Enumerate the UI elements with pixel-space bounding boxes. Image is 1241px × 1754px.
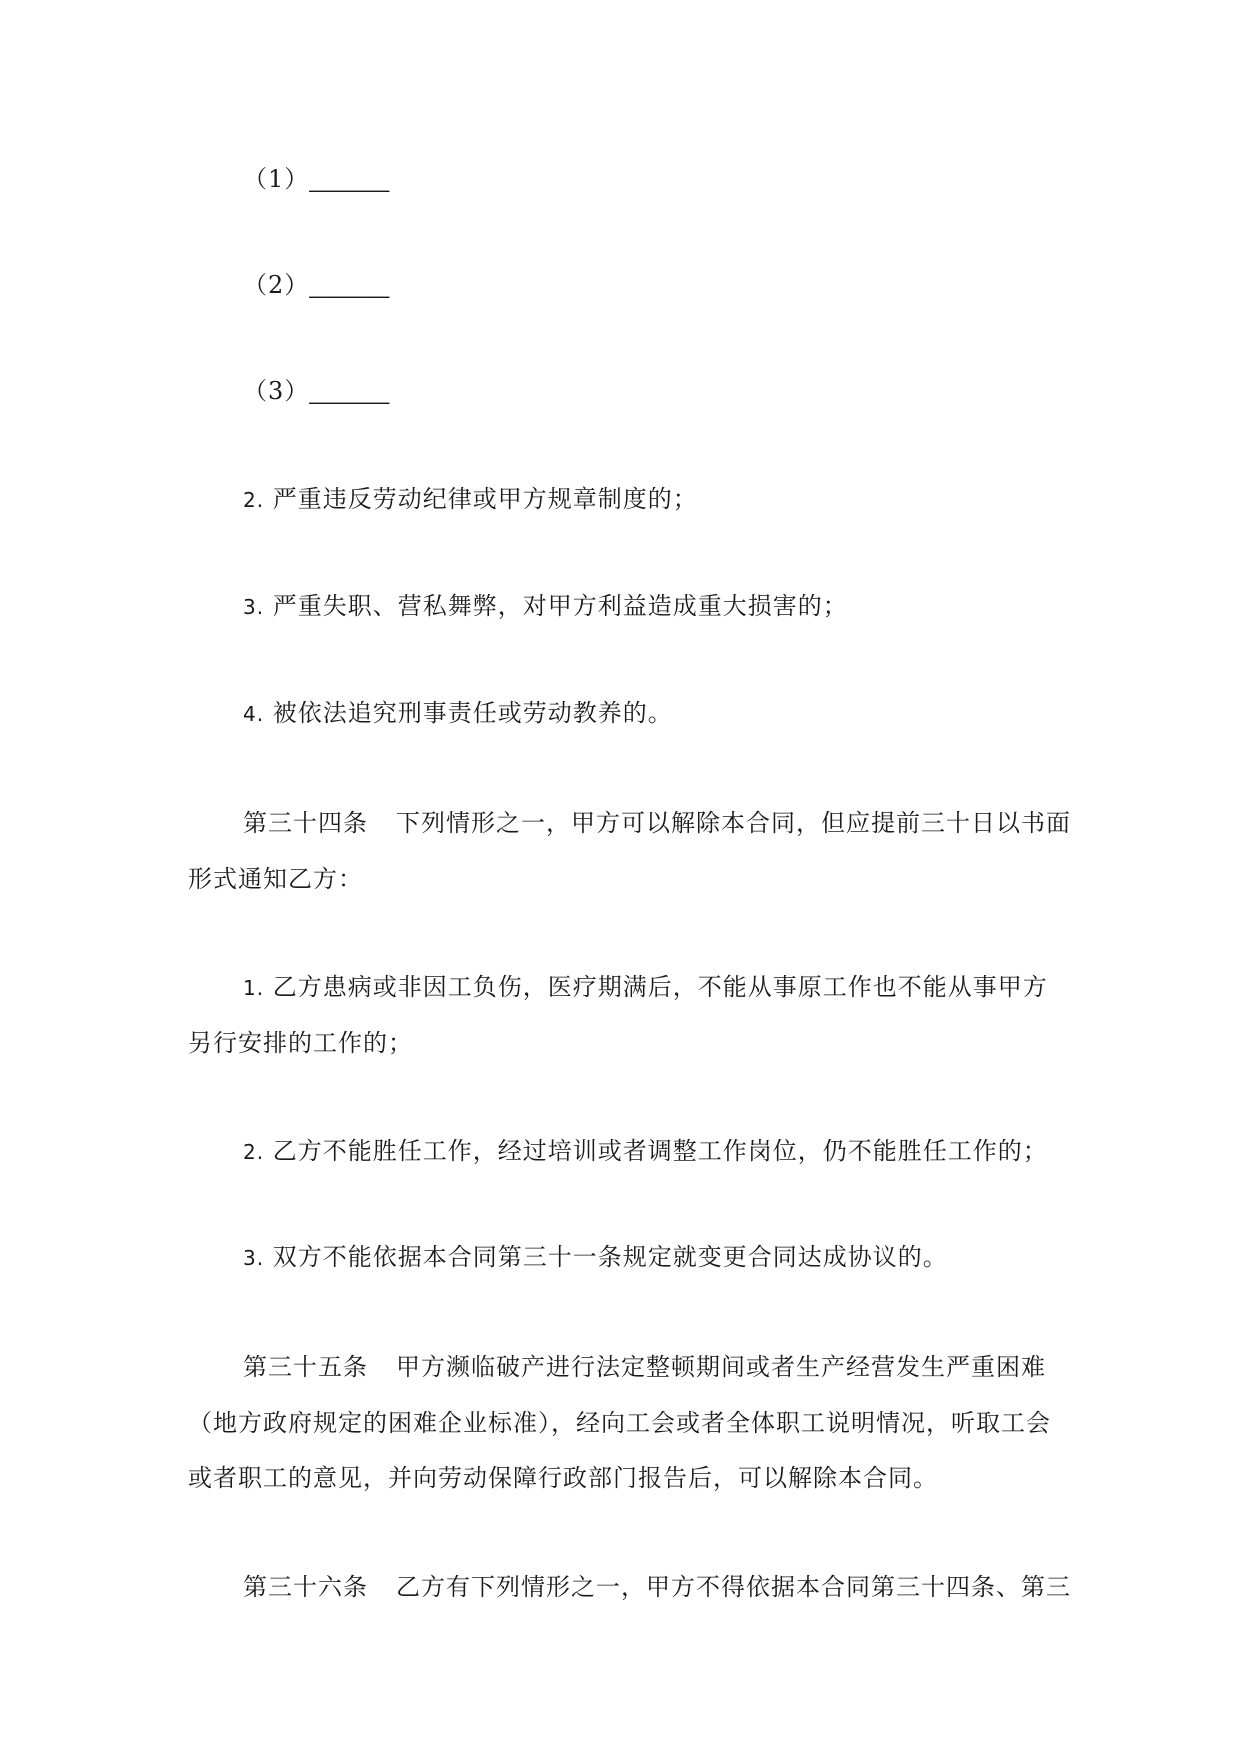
article-text: （地方政府规定的困难企业标准），经向工会或者全体职工说明情况，听取工会 [188,1409,1051,1437]
article-text: 乙方有下列情形之一，甲方不得依据本合同第三十四条、第三 [396,1573,1071,1601]
blank-label: （2） [243,271,310,299]
list-text: 严重失职、营私舞弊，对甲方利益造成重大损害的； [272,592,848,620]
list-text: 被依法追究刑事责任或劳动教养的。 [272,699,673,727]
list-text: 乙方患病或非因工负伤，医疗期满后，不能从事原工作也不能从事甲方 [272,973,1048,1001]
list-text: 乙方不能胜任工作，经过培训或者调整工作岗位，仍不能胜任工作的； [272,1137,1048,1165]
blank-field: ________ [309,380,390,404]
list-text: 双方不能依据本合同第三十一条规定就变更合同达成协议的。 [272,1243,948,1271]
list-text: 严重违反劳动纪律或甲方规章制度的； [272,485,698,513]
list-number: 2. [243,1140,265,1164]
list-number: 1. [243,976,265,1000]
blank-field: ________ [309,274,390,298]
list-number: 3. [243,1246,265,1270]
article-heading: 第三十五条 [243,1353,368,1381]
article-34-line-2 [188,862,363,896]
article-text: 或者职工的意见，并向劳动保障行政部门报告后，可以解除本合同。 [188,1464,938,1492]
article-36-line-1 [243,1570,1071,1604]
list-item [243,970,1048,1005]
list-item [243,1240,948,1275]
blank-label: （3） [243,377,310,405]
article-35-line-1 [243,1350,1046,1384]
article-35-line-3 [188,1461,938,1495]
blank-label: （1） [243,165,310,193]
blank-field: ________ [309,168,390,192]
list-number: 3. [243,595,265,619]
list-item [243,1134,1048,1169]
article-text: 下列情形之一，甲方可以解除本合同，但应提前三十日以书面 [396,809,1071,837]
article-heading: 第三十六条 [243,1573,368,1601]
article-text: 甲方濒临破产进行法定整顿期间或者生产经营发生严重困难 [396,1353,1046,1381]
list-item [243,696,673,731]
article-heading: 第三十四条 [243,809,368,837]
list-number: 4. [243,702,265,726]
list-item-continuation [188,1026,413,1060]
article-34-line-1 [243,806,1071,840]
article-text: 形式通知乙方： [188,865,363,893]
article-35-line-2 [188,1406,1051,1440]
list-item [243,589,848,624]
list-text: 另行安排的工作的； [188,1029,413,1057]
blank-item-1 [243,162,389,197]
list-number: 2. [243,488,265,512]
blank-item-3 [243,374,389,409]
list-item [243,482,698,517]
blank-item-2 [243,268,389,303]
